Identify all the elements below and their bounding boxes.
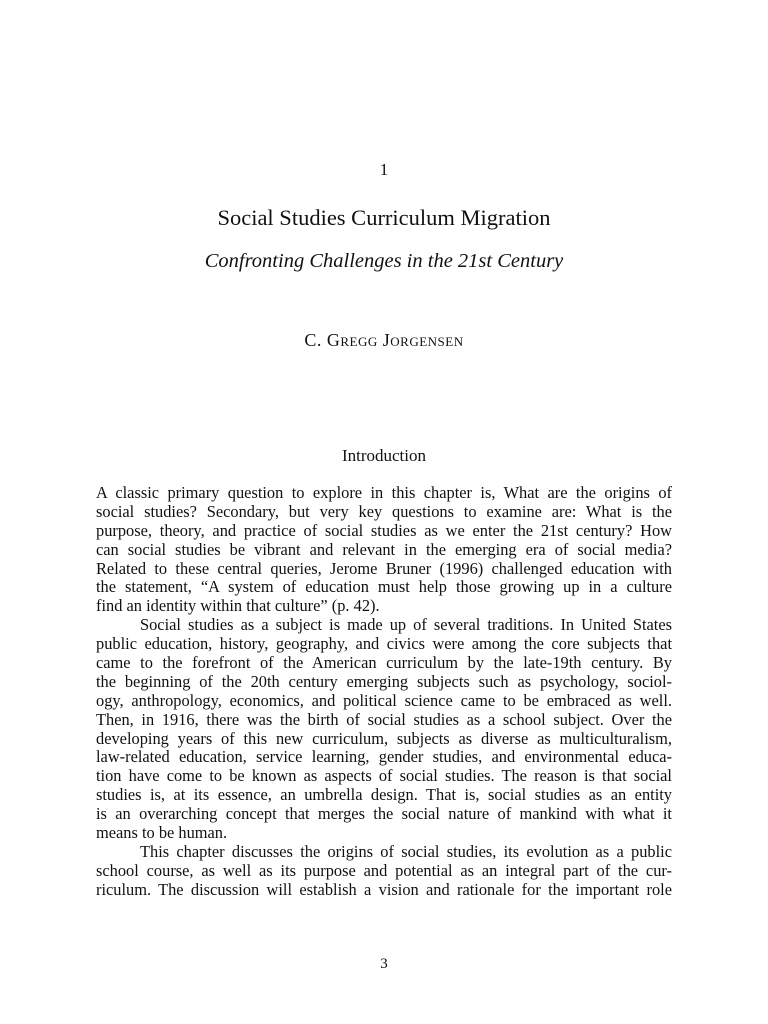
text-line: purpose, theory, and practice of social studies as we enter the 21st century? How (96, 520, 672, 540)
text-line: came to the forefront of the American curriculum by the late-19th century. By (96, 653, 672, 673)
text-line: tion have come to be known as aspects of social studies. The reason is that social (96, 766, 672, 786)
chapter-subtitle: Confronting Challenges in the 21st Century (204, 250, 564, 272)
text-line: riculum. The discussion will establish a vision and rationale for the important role (96, 879, 672, 899)
text-line: the beginning of the 20th century emerging subjects such as psychology, sociol- (96, 671, 672, 691)
chapter-number: 1 (379, 160, 389, 179)
body-text (96, 484, 672, 900)
text-line: Social studies as a subject is made up of several traditions. In United States (140, 615, 672, 635)
text-line: means to be human. (96, 823, 228, 843)
text-line: A classic primary question to explore in this chapter is, What are the origins of (96, 483, 672, 502)
text-line: studies is, at its essence, an umbrella design. That is, social studies as an entity (96, 785, 672, 805)
text-line: public education, history, geography, and civics were among the core subjects that (96, 634, 672, 654)
text-line: law-related education, service learning, gender studies, and environmental educa- (96, 747, 672, 767)
chapter-title: Social Studies Curriculum Migration (217, 205, 551, 230)
text-line: can social studies be vibrant and relevant in the emerging era of social media? (96, 539, 672, 559)
paragraph-3 (96, 843, 672, 900)
text-line: Related to these central queries, Jerome Bruner (1996) challenged education with (96, 558, 672, 578)
page-number: 3 (380, 956, 388, 972)
text-line: developing years of this new curriculum, subjects as diverse as multiculturalism, (96, 728, 672, 748)
text-line: This chapter discusses the origins of social studies, its evolution as a public (140, 841, 672, 861)
paragraph-1 (96, 484, 672, 616)
paragraph-2 (96, 616, 672, 843)
text-line: is an overarching concept that merges the social nature of mankind with what it (96, 804, 672, 824)
text-line: social studies? Secondary, but very key questions to examine are: What is the (96, 501, 672, 521)
text-line: the statement, “A system of education must help those growing up in a culture (96, 577, 672, 597)
text-line: school course, as well as its purpose and potential as an integral part of the cur- (96, 860, 672, 880)
text-line: Then, in 1916, there was the birth of social studies as a school subject. Over the (96, 709, 672, 729)
section-heading: Introduction (341, 446, 427, 465)
text-line: ogy, anthropology, economics, and political science came to be embraced as well. (96, 690, 672, 710)
text-line: find an identity within that culture” (p. 42). (96, 596, 380, 616)
author-name: C. Gregg Jorgensen (304, 330, 464, 350)
